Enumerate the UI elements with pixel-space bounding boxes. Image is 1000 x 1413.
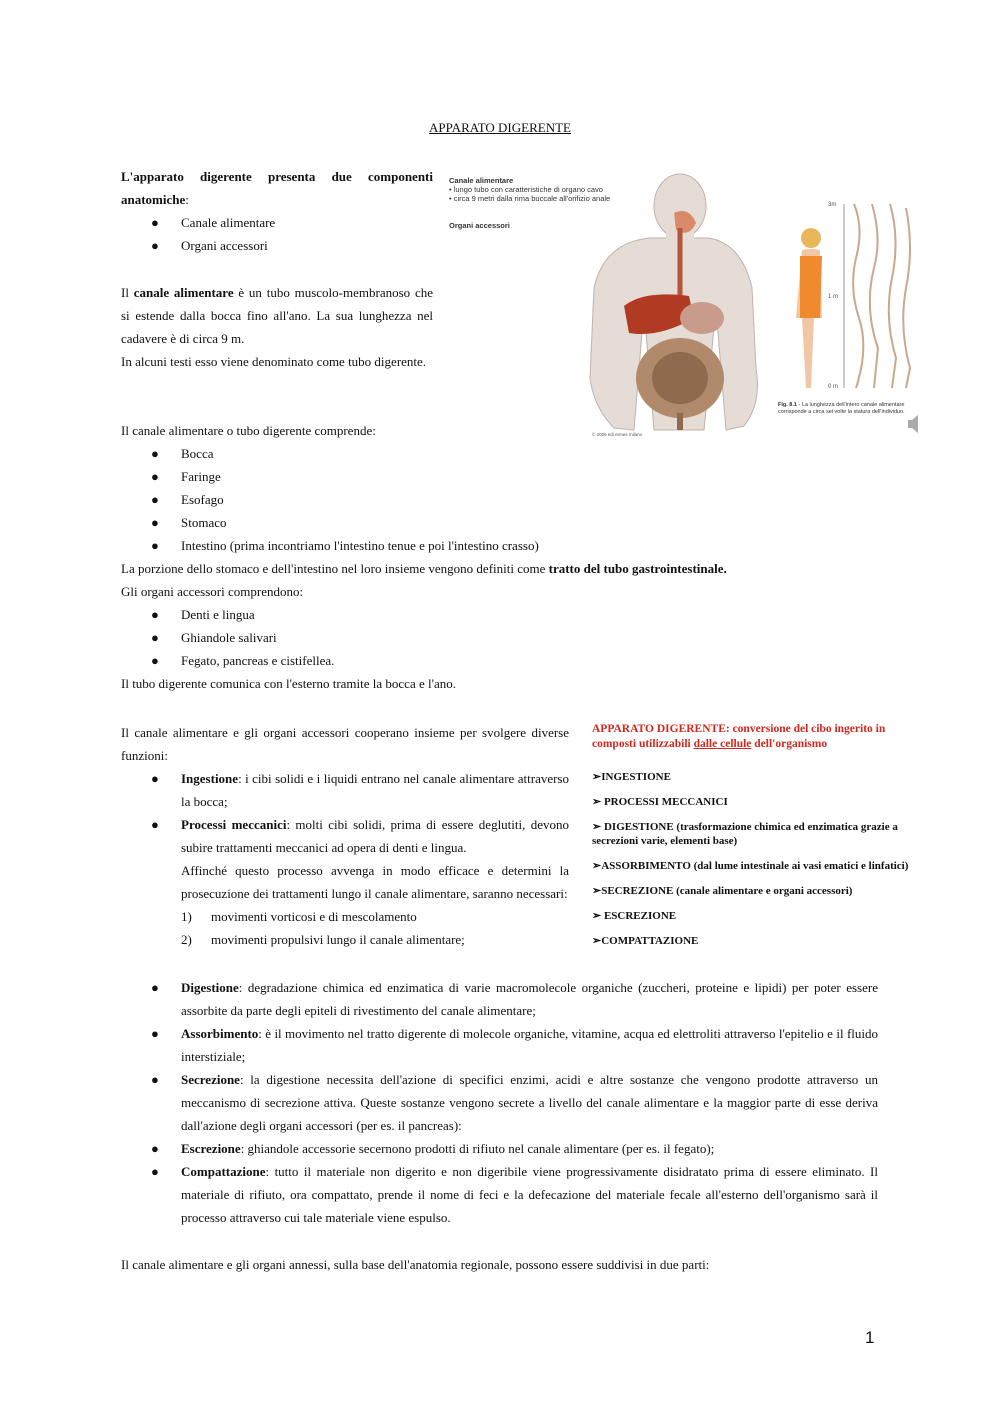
funzioni-wide-section — [121, 976, 878, 1229]
functions-figure — [592, 722, 932, 958]
intro-section — [121, 165, 433, 257]
intro-bold: L'apparato digerente presenta due componenti anatomiche — [121, 169, 433, 207]
list-item: ● Digestione: degradazione chimica ed enzimatica di varie macromolecole organiche (zuccheri, proteine e lipidi) per poter essere assorbite da parte degli epiteli di rivestimento del canale alimentare; — [151, 980, 878, 1018]
list-item: ● Ingestione: i cibi solidi e i liquidi entrano nel canale alimentare attraverso la bocca; — [151, 771, 569, 809]
list-item: ● Secrezione: la digestione necessita dell'azione di specifici enzimi, acidi e altre sostanze che vengono prodotte attraverso un meccanismo di secrezione attiva. Queste sostanze vengono secrete a livello del canale alimentare e la maggior parte di esse deriva dall'azione degli organi accessori (per es. il pancreas): — [151, 1072, 878, 1133]
list-item: ● Denti e lingua — [151, 607, 255, 622]
list-item: ● Faringe — [151, 469, 221, 484]
sub-list — [181, 905, 569, 951]
figure2-item: ➢ DIGESTIONE (trasformazione chimica ed enzimatica grazie a secrezioni varie, elementi base) — [592, 821, 898, 847]
list-item: 2) movimenti propulsivi lungo il canale alimentare; — [181, 932, 465, 947]
page-title: APPARATO DIGERENTE — [429, 120, 571, 135]
scale-1m: 1 m — [828, 294, 839, 300]
figure-caption: Fig. 8.1 - La lunghezza dell'intero canale alimentare corrisponde a circa sei volte la statura dell'individuo. — [778, 402, 905, 415]
list-item: ● Assorbimento: è il movimento nel tratto digerente di molecole organiche, vitamine, acqua ed elettroliti attraverso l'epitelio e il fluido interstiziale; — [151, 1026, 878, 1064]
figure2-item: ➢SECREZIONE (canale alimentare e organi accessori) — [592, 885, 853, 897]
list-item: ● Bocca — [151, 446, 214, 461]
list-item: 1) movimenti vorticosi e di mescolamento — [181, 909, 417, 924]
scale-3m: 3m — [828, 202, 837, 208]
list-item: ● Stomaco — [151, 515, 227, 530]
list-item: ● Ghiandole salivari — [151, 630, 277, 645]
comprende-list — [121, 442, 881, 557]
intro-line: L'apparato digerente presenta due componenti anatomiche: — [121, 169, 433, 207]
final-paragraph: Il canale alimentare e gli organi annessi, sulla base dell'anatomia regionale, possono essere suddivisi in due parti: — [121, 1257, 710, 1272]
figure2-item: ➢INGESTIONE — [592, 771, 671, 783]
figure2-item: ➢ASSORBIMENTO (dal lume intestinale ai vasi ematici e linfatici) — [592, 860, 909, 872]
list-item: ● Escrezione: ghiandole accessorie secernono prodotti di rifiuto nel canale alimentare (per es. il fegato); — [151, 1141, 715, 1156]
funzioni-section: Il canale alimentare e gli organi accessori cooperano insieme per svolgere diverse funzioni: ● Ingestione: i cibi solidi e i liquidi entrano nel canale alimentare attraverso la bocca; ● Processi meccanici: molti cibi solidi, prima di essere deglutiti, devono subire trattamenti meccanici ad opera di denti e lingua. Affinché questo processo avvenga in modo efficace e determini la prosecuzione dei trattamenti lungo il canale alimentare, saranno necessari: 1) movimenti vorticosi e di mescolamento 2) movimenti propulsivi lungo il canale alimentare; — [121, 721, 569, 951]
list-item: ● Intestino (prima incontriamo l'intestino tenue e poi l'intestino crasso) — [151, 538, 539, 553]
list-item: ● Esofago — [151, 492, 224, 507]
figure-label-organi: Organi accessori — [449, 221, 510, 230]
list-item: ● Organi accessori — [151, 238, 268, 253]
figure2-item: ➢COMPATTAZIONE — [592, 935, 699, 947]
list-item: ● Fegato, pancreas e cistifellea. — [151, 653, 335, 668]
list-item: ● Processi meccanici: molti cibi solidi, prima di essere deglutiti, devono subire trattamenti meccanici ad opera di denti e lingua. Affinché questo processo avvenga in modo efficace e determini la prosecuzione dei trattamenti lungo il canale alimentare, saranno necessari: 1) movimenti vorticosi e di mescolamento 2) movimenti propulsivi lungo il canale alimentare; — [121, 813, 569, 951]
figure2-item: ➢ ESCREZIONE — [592, 910, 677, 922]
intro-list — [121, 211, 433, 257]
list-item: ● Compattazione: tutto il materiale non digerito e non digeribile viene progressivamente disidratato prima di essere eliminato. Il materiale di rifiuto, ora compattato, prende il nome di feci e la defecazione del materiale fecale all'esterno dell'organismo sarà il processo attraverso cui tale materiale viene espulso. — [151, 1164, 878, 1225]
list-item: ● Canale alimentare — [151, 215, 276, 230]
scale-0m: 0 m — [828, 384, 839, 390]
comprende-section: Il canale alimentare o tubo digerente comprende: ● Bocca ● Faringe ● Esofago ● Stomaco ● Intestino (prima incontriamo l'intestino tenue e poi l'intestino crasso) La porzione dello stomaco e dell'intestino nel loro insieme vengono definiti come tratto del tubo gastrointestinale. Gli organi accessori comprendono: ● Denti e lingua ● Ghiandole salivari ● Fegato, pancreas e cistifellea. Il tubo digerente comunica con l'esterno tramite la bocca e l'ano. — [121, 419, 881, 695]
figure-label-canale: Canale alimentare — [449, 176, 514, 185]
canale-paragraph: Il canale alimentare è un tubo muscolo-membranoso che si estende dalla bocca fino all'ano. La sua lunghezza nel cadavere è di circa 9 m. In alcuni testi esso viene denominato come tubo digerente. — [121, 285, 433, 369]
anatomy-figure: Canale alimentare • lungo tubo con caratteristiche di organo cavo • circa 9 metri dalla rima buccale all'orifizio anale Organi accessori 3m 1 m 0 m Fig. 8.1 - La lunghezza dell'intero canale alimentare corrisponde a circa sei volte la statura dell'individuo. © 2006 edi.ermes milano — [444, 168, 928, 450]
figure2-item: ➢ PROCESSI MECCANICI — [592, 796, 728, 808]
figure-copyright: © 2006 edi.ermes milano — [592, 432, 643, 437]
accessori-list — [121, 603, 881, 672]
figure2-title: APPARATO DIGERENTE: conversione del cibo ingerito in composti utilizzabili dalle cellule dell'organismo — [592, 723, 886, 750]
page-number: 1 — [865, 1328, 875, 1347]
